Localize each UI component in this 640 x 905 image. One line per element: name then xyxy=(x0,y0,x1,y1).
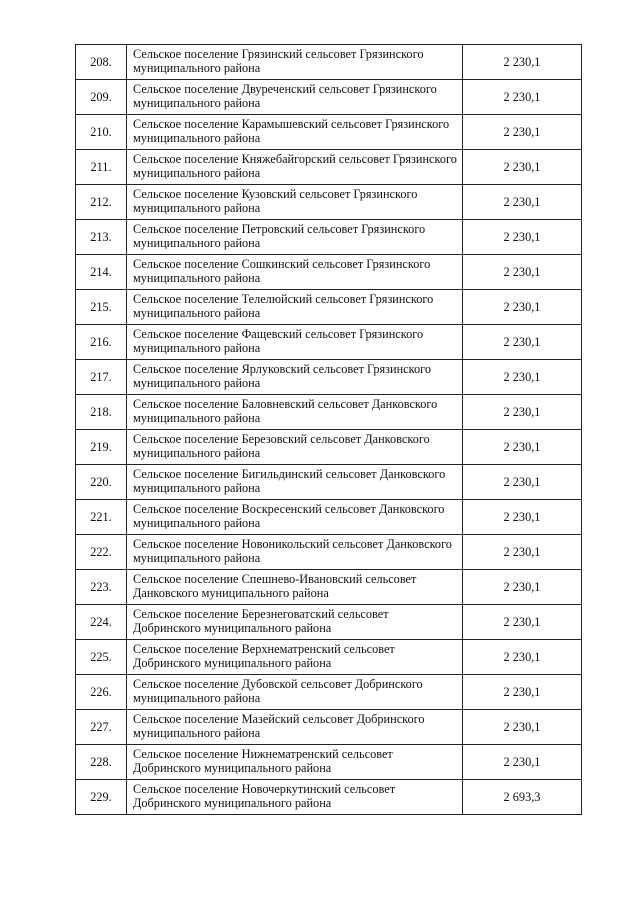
row-number: 215. xyxy=(76,290,127,325)
amount-value: 2 230,1 xyxy=(463,395,582,430)
row-number: 226. xyxy=(76,675,127,710)
municipality-name: Сельское поселение Фащевский сельсовет Грязинского муниципального района xyxy=(127,325,463,360)
municipality-name: Сельское поселение Березовский сельсовет Данковского муниципального района xyxy=(127,430,463,465)
municipality-name: Сельское поселение Сошкинский сельсовет Грязинского муниципального района xyxy=(127,255,463,290)
row-number: 218. xyxy=(76,395,127,430)
municipality-name: Сельское поселение Новочеркутинский сельсовет Добринского муниципального района xyxy=(127,780,463,815)
table-row xyxy=(76,465,582,500)
amount-value: 2 230,1 xyxy=(463,360,582,395)
municipality-name: Сельское поселение Бигильдинский сельсовет Данковского муниципального района xyxy=(127,465,463,500)
row-number: 219. xyxy=(76,430,127,465)
row-number: 210. xyxy=(76,115,127,150)
table-row xyxy=(76,710,582,745)
amount-value: 2 230,1 xyxy=(463,745,582,780)
table-row xyxy=(76,640,582,675)
municipality-name: Сельское поселение Телелюйский сельсовет Грязинского муниципального района xyxy=(127,290,463,325)
municipality-name: Сельское поселение Березнеговатский сельсовет Добринского муниципального района xyxy=(127,605,463,640)
table-row xyxy=(76,80,582,115)
amount-value: 2 230,1 xyxy=(463,80,582,115)
table-row xyxy=(76,255,582,290)
amount-value: 2 230,1 xyxy=(463,115,582,150)
table-row xyxy=(76,570,582,605)
municipality-name: Сельское поселение Воскресенский сельсовет Данковского муниципального района xyxy=(127,500,463,535)
amount-value: 2 693,3 xyxy=(463,780,582,815)
table-body xyxy=(76,45,582,815)
amount-value: 2 230,1 xyxy=(463,640,582,675)
row-number: 225. xyxy=(76,640,127,675)
municipality-name: Сельское поселение Княжебайгорский сельсовет Грязинского муниципального района xyxy=(127,150,463,185)
amount-value: 2 230,1 xyxy=(463,220,582,255)
amount-value: 2 230,1 xyxy=(463,465,582,500)
municipality-name: Сельское поселение Баловневский сельсовет Данковского муниципального района xyxy=(127,395,463,430)
row-number: 220. xyxy=(76,465,127,500)
row-number: 221. xyxy=(76,500,127,535)
municipality-name: Сельское поселение Мазейский сельсовет Добринского муниципального района xyxy=(127,710,463,745)
table-row xyxy=(76,115,582,150)
row-number: 211. xyxy=(76,150,127,185)
table-row xyxy=(76,360,582,395)
table-row xyxy=(76,745,582,780)
amount-value: 2 230,1 xyxy=(463,605,582,640)
municipality-name: Сельское поселение Дубовской сельсовет Добринского муниципального района xyxy=(127,675,463,710)
table-row xyxy=(76,430,582,465)
amount-value: 2 230,1 xyxy=(463,150,582,185)
amount-value: 2 230,1 xyxy=(463,675,582,710)
row-number: 227. xyxy=(76,710,127,745)
allocation-table xyxy=(75,44,582,815)
row-number: 224. xyxy=(76,605,127,640)
municipality-name: Сельское поселение Ярлуковский сельсовет Грязинского муниципального района xyxy=(127,360,463,395)
municipality-name: Сельское поселение Петровский сельсовет Грязинского муниципального района xyxy=(127,220,463,255)
table-row xyxy=(76,535,582,570)
municipality-name: Сельское поселение Новоникольский сельсовет Данковского муниципального района xyxy=(127,535,463,570)
row-number: 217. xyxy=(76,360,127,395)
row-number: 229. xyxy=(76,780,127,815)
municipality-name: Сельское поселение Кузовский сельсовет Грязинского муниципального района xyxy=(127,185,463,220)
row-number: 208. xyxy=(76,45,127,80)
table-row xyxy=(76,45,582,80)
table-row xyxy=(76,290,582,325)
row-number: 216. xyxy=(76,325,127,360)
table-row xyxy=(76,185,582,220)
table-row xyxy=(76,605,582,640)
row-number: 209. xyxy=(76,80,127,115)
amount-value: 2 230,1 xyxy=(463,430,582,465)
amount-value: 2 230,1 xyxy=(463,710,582,745)
row-number: 213. xyxy=(76,220,127,255)
table-row xyxy=(76,395,582,430)
table-row xyxy=(76,220,582,255)
municipality-name: Сельское поселение Верхнематренский сельсовет Добринского муниципального района xyxy=(127,640,463,675)
table-row xyxy=(76,500,582,535)
amount-value: 2 230,1 xyxy=(463,325,582,360)
municipality-name: Сельское поселение Нижнематренский сельсовет Добринского муниципального района xyxy=(127,745,463,780)
municipality-name: Сельское поселение Двуреченский сельсовет Грязинского муниципального района xyxy=(127,80,463,115)
amount-value: 2 230,1 xyxy=(463,45,582,80)
table-row xyxy=(76,325,582,360)
amount-value: 2 230,1 xyxy=(463,290,582,325)
municipality-name: Сельское поселение Карамышевский сельсовет Грязинского муниципального района xyxy=(127,115,463,150)
amount-value: 2 230,1 xyxy=(463,570,582,605)
row-number: 223. xyxy=(76,570,127,605)
table-row xyxy=(76,780,582,815)
row-number: 212. xyxy=(76,185,127,220)
amount-value: 2 230,1 xyxy=(463,185,582,220)
municipality-name: Сельское поселение Грязинский сельсовет Грязинского муниципального района xyxy=(127,45,463,80)
table-row xyxy=(76,675,582,710)
row-number: 222. xyxy=(76,535,127,570)
row-number: 228. xyxy=(76,745,127,780)
amount-value: 2 230,1 xyxy=(463,255,582,290)
amount-value: 2 230,1 xyxy=(463,535,582,570)
row-number: 214. xyxy=(76,255,127,290)
amount-value: 2 230,1 xyxy=(463,500,582,535)
municipality-name: Сельское поселение Спешнево-Ивановский сельсовет Данковского муниципального района xyxy=(127,570,463,605)
table-row xyxy=(76,150,582,185)
